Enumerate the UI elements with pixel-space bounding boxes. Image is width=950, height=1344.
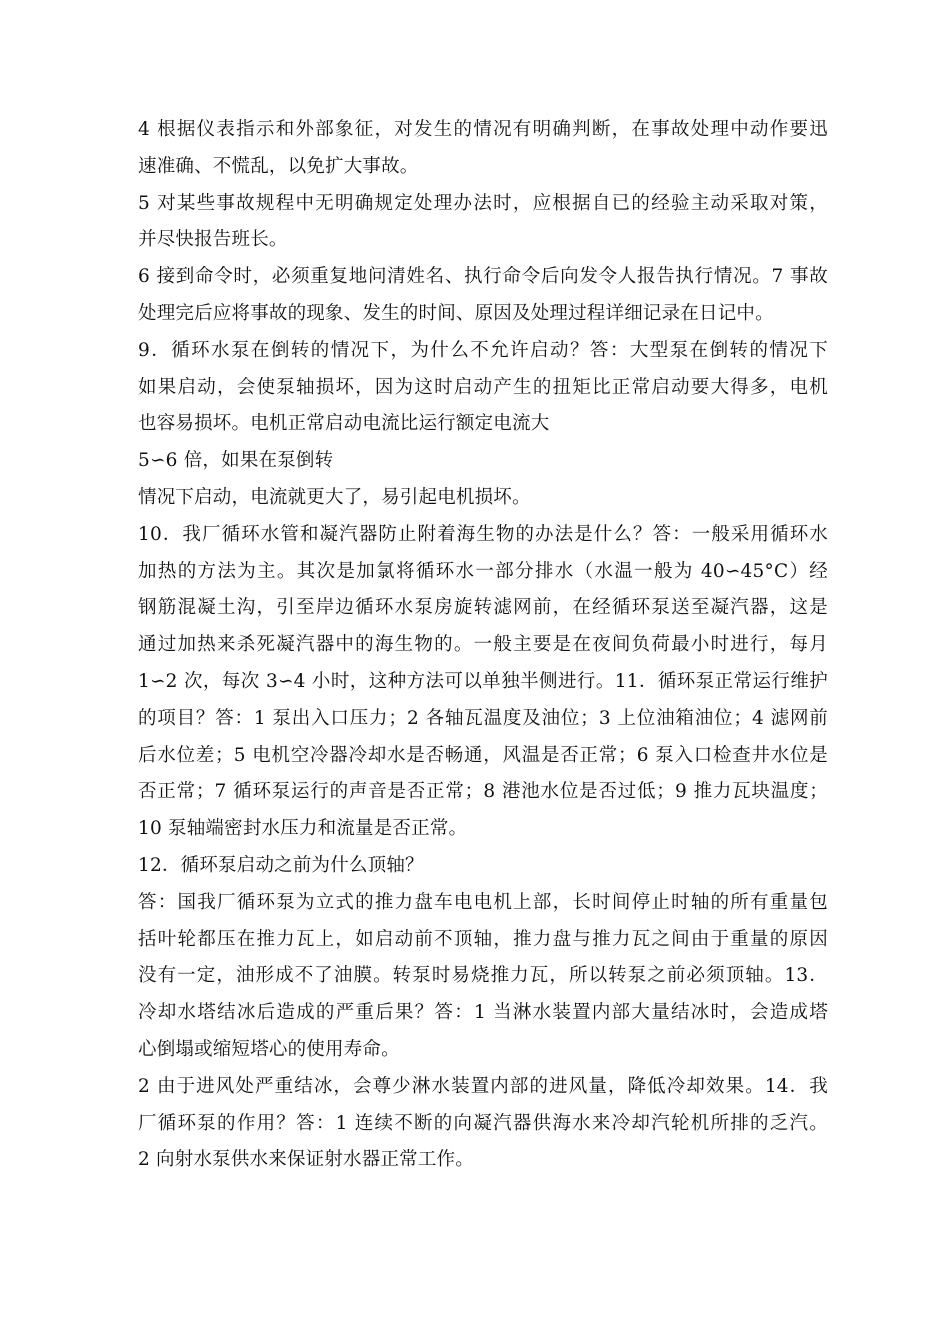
text-line: 的项目？答：1 泵出入口压力；2 各轴瓦温度及油位；3 上位油箱油位；4 滤网前 (138, 707, 828, 729)
text-line: 否正常；7 循环泵运行的声音是否正常；8 港池水位是否过低；9 推力瓦块温度； (138, 781, 828, 803)
text-line: 没有一定，油形成不了油膜。转泵时易烧推力瓦，所以转泵之前必须顶轴。13． (138, 965, 828, 987)
text-line: 加热的方法为主。其次是加氯将循环水一部分排水（水温一般为 40∽45°C）经 (138, 560, 828, 582)
text-line: 6 接到命令时，必须重复地问清姓名、执行命令后向发令人报告执行情况。7 事故 (138, 266, 828, 288)
text-line: 答：国我厂循环泵为立式的推力盘车电电机上部，长时间停止时轴的所有重量包 (138, 891, 828, 913)
text-line: 12．循环泵启动之前为什么顶轴？ (138, 854, 424, 876)
text-line: 1∽2 次，每次 3∽4 小时，这种方法可以单独半侧进行。11．循环泵正常运行维护 (138, 670, 828, 692)
text-line: 钢筋混凝土沟，引至岸边循环水泵房旋转滤网前，在经循环泵送至凝汽器，这是 (138, 597, 828, 619)
text-line: 处理完后应将事故的现象、发生的时间、原因及处理过程详细记录在日记中。 (138, 302, 774, 324)
text-line: 也容易损坏。电机正常启动电流比运行额定电流大 (138, 413, 550, 435)
text-line: 如果启动，会使泵轴损坏，因为这时启动产生的扭矩比正常启动要大得多，电机 (138, 376, 828, 398)
text-line: 2 由于进风处严重结冰，会尊少淋水装置内部的进风量，降低冷却效果。14．我 (138, 1075, 828, 1097)
text-line: 10．我厂循环水管和凝汽器防止附着海生物的办法是什么？答：一般采用循环水 (138, 523, 828, 545)
text-line: 速准确、不慌乱，以免扩大事故。 (138, 155, 419, 177)
text-line: 4 根据仪表指示和外部象征，对发生的情况有明确判断，在事故处理中动作要迅 (138, 119, 828, 140)
text-line: 厂循环泵的作用？答：1 连续不断的向凝汽器供海水来冷却汽轮机所排的乏汽。 (138, 1112, 828, 1134)
text-line: 9．循环水泵在倒转的情况下，为什么不允许启动？答：大型泵在倒转的情况下 (138, 339, 828, 361)
text-line: 通过加热来杀死凝汽器中的海生物的。一般主要是在夜间负荷最小时进行，每月 (138, 634, 828, 656)
text-line: 10 泵轴端密封水压力和流量是否正常。 (138, 818, 468, 840)
text-line: 5 对某些事故规程中无明确规定处理办法时，应根据自已的经验主动采取对策， (138, 192, 828, 214)
text-line: 2 向射水泵供水来保证射水器正常工作。 (138, 1149, 474, 1171)
text-line: 并尽快报告班长。 (138, 229, 288, 251)
text-line: 情况下启动，电流就更大了，易引起电机损坏。 (138, 486, 531, 508)
text-line: 冷却水塔结冰后造成的严重后果？答：1 当淋水装置内部大量结冰时，会造成塔 (138, 1002, 828, 1024)
text-line: 后水位差；5 电机空冷器冷却水是否畅通，风温是否正常；6 泵入口检查井水位是 (138, 744, 828, 766)
text-line: 5∽6 倍，如果在泵倒转 (138, 450, 334, 472)
text-line: 心倒塌或缩短塔心的使用寿命。 (138, 1038, 400, 1060)
document-body (138, 112, 828, 1179)
text-line: 括叶轮都压在推力瓦上，如启动前不顶轴，推力盘与推力瓦之间由于重量的原因 (138, 928, 828, 950)
